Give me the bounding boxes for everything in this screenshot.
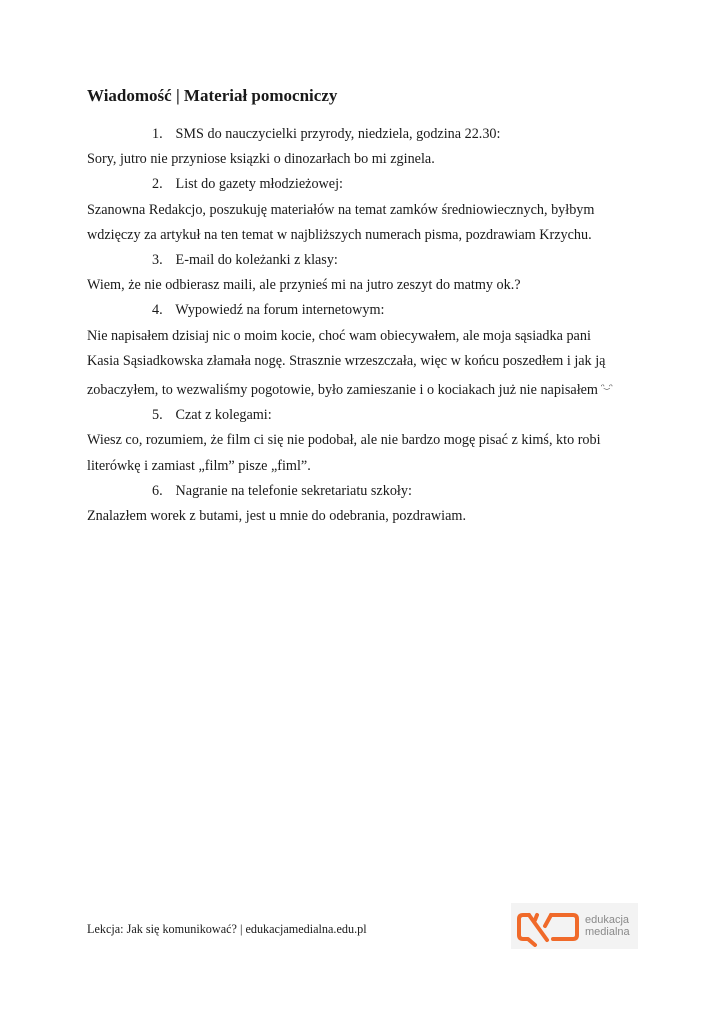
item-text: wdzięczy za artykuł na ten temat w najbliższych numerach pisma, pozdrawiam Krzychu. xyxy=(87,226,592,243)
item-heading-4 xyxy=(87,298,647,323)
item-heading-text: List do gazety młodzieżowej: xyxy=(175,176,343,193)
item-text: literówkę i zamiast „film” pisze „fiml”. xyxy=(87,457,311,474)
logo-mark-icon xyxy=(515,909,581,947)
item-text: Wiem, że nie odbierasz maili, ale przynieś mi na jutro zeszyt do matmy ok.? xyxy=(87,277,521,294)
page-title: Wiadomość | Materiał pomocniczy xyxy=(87,86,338,105)
logo-text xyxy=(585,914,630,938)
item-number: 1. xyxy=(152,126,163,142)
item-heading-5 xyxy=(87,403,647,428)
item-text: Nie napisałem dzisiaj nic o moim kocie, choć wam obiecywałem, ale moja sąsiadka pani xyxy=(87,327,591,344)
item-number: 3. xyxy=(152,252,163,269)
edukacja-medialna-logo xyxy=(511,903,638,949)
smiley-emoticon-icon: ᴖ‿ᴖ xyxy=(600,382,613,391)
item-text-with-emoticon xyxy=(87,374,647,403)
item-heading-text: E-mail do koleżanki z klasy: xyxy=(175,252,338,269)
item-number: 4. xyxy=(152,302,163,319)
item-heading-2 xyxy=(87,172,647,197)
item-heading-text: Nagranie na telefonie sekretariatu szkoły: xyxy=(175,482,412,499)
item-text: zobaczyłem, to wezwaliśmy pogotowie, było zamieszanie i o kociakach już nie napisałem xyxy=(87,382,598,399)
item-text: Sory, jutro nie przyniose ksiązki o dinozarłach bo mi zginela. xyxy=(87,151,435,168)
item-text: Kasia Sąsiadkowska złamała nogę. Strasznie wrzeszczała, więc w końcu poszedłem i jak ją xyxy=(87,352,606,369)
item-number: 6. xyxy=(152,482,163,499)
item-text: Szanowna Redakcjo, poszukuję materiałów na temat zamków średniowiecznych, byłbym xyxy=(87,201,595,218)
logo-text-line: medialna xyxy=(585,926,630,938)
item-heading-text: Czat z kolegami: xyxy=(175,407,272,424)
item-number: 5. xyxy=(152,407,163,424)
item-text: Wiesz co, rozumiem, że film ci się nie podobał, ale nie bardzo mogę pisać z kimś, kto robi xyxy=(87,432,601,449)
document-body xyxy=(87,122,647,529)
item-heading-6 xyxy=(87,479,647,504)
item-heading-3 xyxy=(87,248,647,273)
item-number: 2. xyxy=(152,176,163,193)
item-heading-text: SMS do nauczycielki przyrody, niedziela, godzina 22.30: xyxy=(175,126,501,142)
item-heading-1 xyxy=(87,122,647,147)
footer-text: Lekcja: Jak się komunikować? | edukacjamedialna.edu.pl xyxy=(87,922,367,936)
item-text: Znalazłem worek z butami, jest u mnie do odebrania, pozdrawiam. xyxy=(87,508,466,525)
item-heading-text: Wypowiedź na forum internetowym: xyxy=(175,302,385,319)
logo-text-line: edukacja xyxy=(585,914,630,926)
